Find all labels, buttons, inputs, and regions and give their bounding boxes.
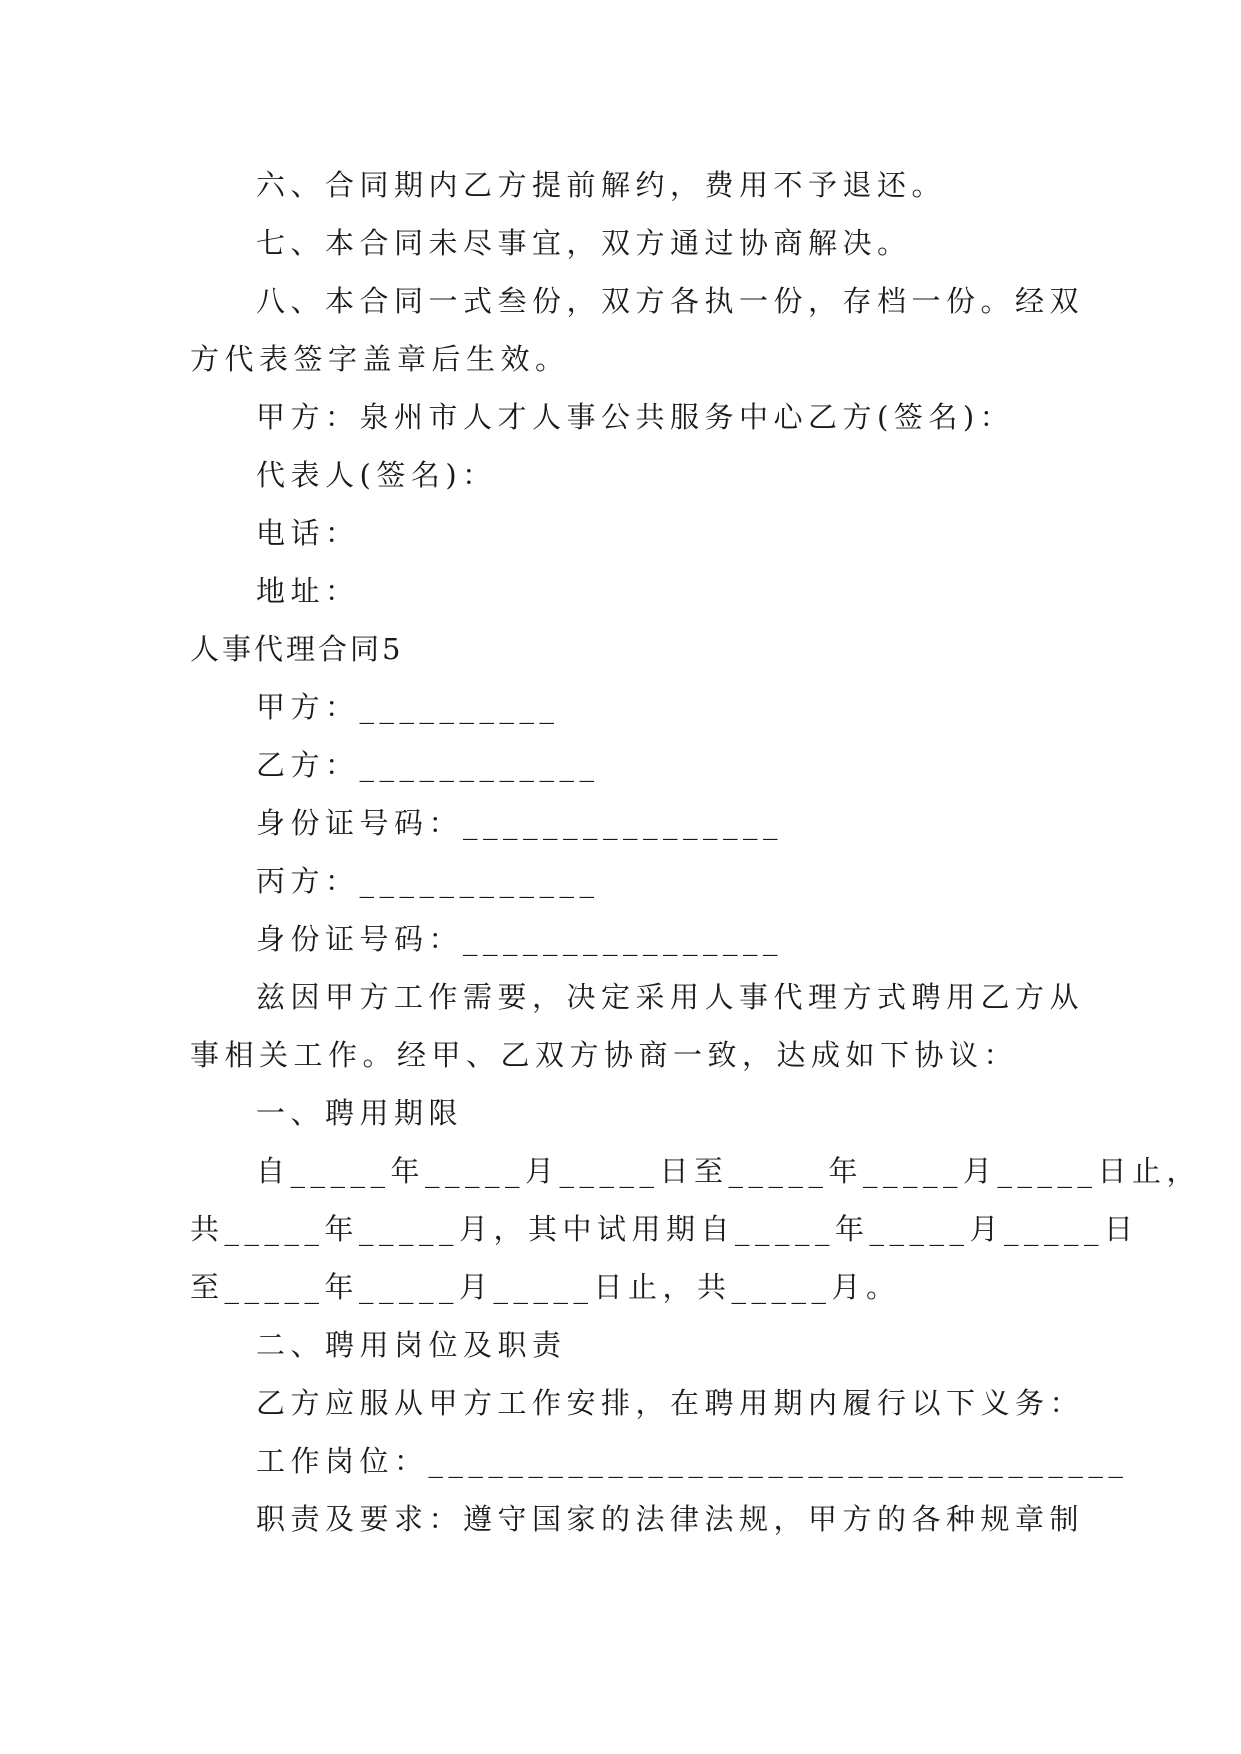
party-a-signature-line: 甲方：泉州市人才人事公共服务中心乙方(签名)：: [256, 400, 1015, 434]
term-line-2: 共_____年_____月，其中试用期自_____年_____月_____日: [190, 1212, 1139, 1246]
phone-line: 电话：: [256, 516, 360, 550]
preamble-line-1: 兹因甲方工作需要，决定采用人事代理方式聘用乙方从: [256, 980, 1085, 1014]
duties-intro: 乙方应服从甲方工作安排，在聘用期内履行以下义务：: [256, 1386, 1085, 1420]
term-line-3: 至_____年_____月_____日止，共_____月。: [190, 1270, 901, 1304]
clause-eight: 八、本合同一式叁份，双方各执一份，存档一份。经双: [256, 284, 1085, 318]
contract-title: 人事代理合同5: [190, 632, 404, 666]
section-two-heading: 二、聘用岗位及职责: [256, 1328, 567, 1362]
representative-line: 代表人(签名)：: [256, 458, 497, 492]
section-one-heading: 一、聘用期限: [256, 1096, 464, 1130]
party-b-id-field: 身份证号码：________________: [256, 806, 784, 840]
clause-six: 六、合同期内乙方提前解约，费用不予退还。: [256, 168, 947, 202]
term-line-1: 自_____年_____月_____日至_____年_____月_____日止，: [256, 1154, 1202, 1188]
address-line: 地址：: [256, 574, 360, 608]
party-b-field: 乙方：____________: [256, 748, 600, 782]
preamble-line-2: 事相关工作。经甲、乙双方协商一致，达成如下协议：: [190, 1038, 1019, 1072]
party-a-field: 甲方：__________: [256, 690, 560, 724]
party-c-field: 丙方：____________: [256, 864, 600, 898]
responsibilities-line: 职责及要求：遵守国家的法律法规，甲方的各种规章制: [256, 1502, 1085, 1536]
position-field: 工作岗位：___________________________________: [256, 1444, 1129, 1478]
clause-eight-continued: 方代表签字盖章后生效。: [190, 342, 570, 376]
clause-seven: 七、本合同未尽事宜，双方通过协商解决。: [256, 226, 912, 260]
party-c-id-field: 身份证号码：________________: [256, 922, 784, 956]
